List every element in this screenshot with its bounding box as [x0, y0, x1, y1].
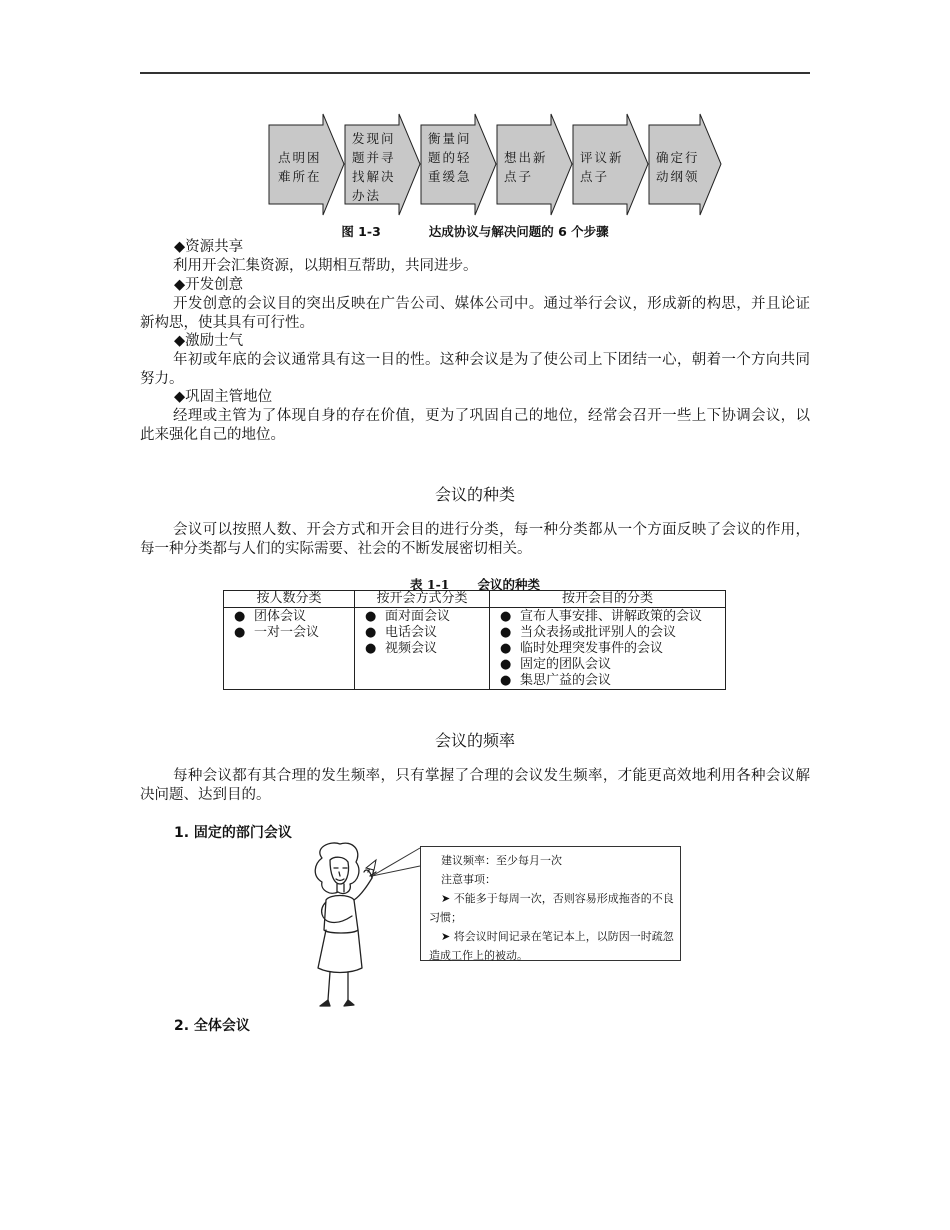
note-item: ➤ 不能多于每周一次，否则容易形成拖沓的不良习惯； [429, 892, 674, 924]
flow-step-4: 想出新 点子 [504, 150, 548, 184]
list-item: ● 集思广益的会议 [500, 673, 721, 689]
flow-step-3: 衡量问 题的轻 重缓急 [428, 131, 472, 184]
purpose-heading: ◆资源共享 [174, 239, 244, 255]
table-header-row [224, 591, 726, 608]
purpose-paragraph: 经理或主管为了体现自身的存在价值，更为了巩固自己的地位，经常会召开一些上下协调会议，以此来强化自己的地位。 [140, 408, 810, 443]
purpose-paragraph: 利用开会汇集资源，以期相互帮助，共同进步。 [173, 258, 478, 274]
six-step-flow-diagram [268, 112, 728, 217]
subheading-all-hands-meeting: 2. 全体会议 [174, 1018, 250, 1034]
list-item: ● 团体会议 [234, 609, 350, 625]
note-item: ➤ 将会议时间记录在笔记本上，以防因一时疏忽造成工作上的被动。 [429, 930, 674, 962]
list-item: ● 视频会议 [365, 641, 485, 657]
table-header-cell: 按开会目的分类 [490, 591, 726, 608]
table-cell-by-method [355, 608, 490, 690]
purpose-paragraph: 开发创意的会议目的突出反映在广告公司、媒体公司中。通过举行会议，形成新的构思，并且论证新构思，使其具有可行性。 [140, 296, 810, 331]
header-rule [140, 72, 810, 74]
frequency-intro-paragraph: 每种会议都有其合理的发生频率，只有掌握了合理的会议发生频率，才能更高效地利用各种会议解决问题、达到目的。 [140, 768, 810, 803]
table-header-cell: 按开会方式分类 [355, 591, 490, 608]
purpose-paragraph: 年初或年底的会议通常具有这一目的性。这种会议是为了使公司上下团结一心，朝着一个方向共同努力。 [140, 352, 810, 387]
section-title-frequency: 会议的频率 [434, 731, 515, 750]
table-cell-by-size [224, 608, 355, 690]
note-recommended-frequency: 建议频率：至少每月一次 [441, 854, 562, 867]
purpose-heading: ◆巩固主管地位 [174, 389, 273, 405]
table-row [224, 608, 726, 690]
flow-step-1: 点明困 难所在 [278, 150, 322, 184]
speech-pointer-lines [370, 846, 422, 886]
kinds-intro-paragraph: 会议可以按照人数、开会方式和开会目的进行分类，每一种分类都从一个方面反映了会议的作用，每一种分类都与人们的实际需要、社会的不断发展密切相关。 [140, 522, 810, 557]
section-title-kinds: 会议的种类 [434, 485, 515, 504]
list-item: ● 宣布人事安排、讲解政策的会议 [500, 609, 721, 625]
note-attention-heading: 注意事项： [441, 873, 496, 886]
list-item: ● 当众表扬或批评别人的会议 [500, 625, 721, 641]
figure-title: 达成协议与解决问题的 6 个步骤 [428, 224, 609, 239]
flow-step-6: 确定行 动纲领 [656, 150, 700, 184]
purpose-heading: ◆开发创意 [174, 277, 244, 293]
list-item: ● 一对一会议 [234, 625, 350, 641]
figure-number: 图 1-3 [341, 224, 381, 239]
table-number: 表 1-1 [410, 577, 450, 592]
list-item: ● 面对面会议 [365, 609, 485, 625]
list-item: ● 电话会议 [365, 625, 485, 641]
purpose-heading: ◆激励士气 [174, 333, 244, 349]
table-header-cell: 按人数分类 [224, 591, 355, 608]
table-cell-by-purpose [490, 608, 726, 690]
flow-step-5: 评议新 点子 [580, 150, 624, 184]
meeting-kinds-table [223, 590, 726, 690]
subheading-department-meeting: 1. 固定的部门会议 [174, 825, 292, 841]
table-title: 会议的种类 [477, 577, 540, 592]
list-item: ● 临时处理突发事件的会议 [500, 641, 721, 657]
flow-step-2: 发现问 题并寻 找解决 办法 [352, 131, 396, 203]
meeting-frequency-note-box [420, 846, 681, 961]
list-item: ● 固定的团队会议 [500, 657, 721, 673]
